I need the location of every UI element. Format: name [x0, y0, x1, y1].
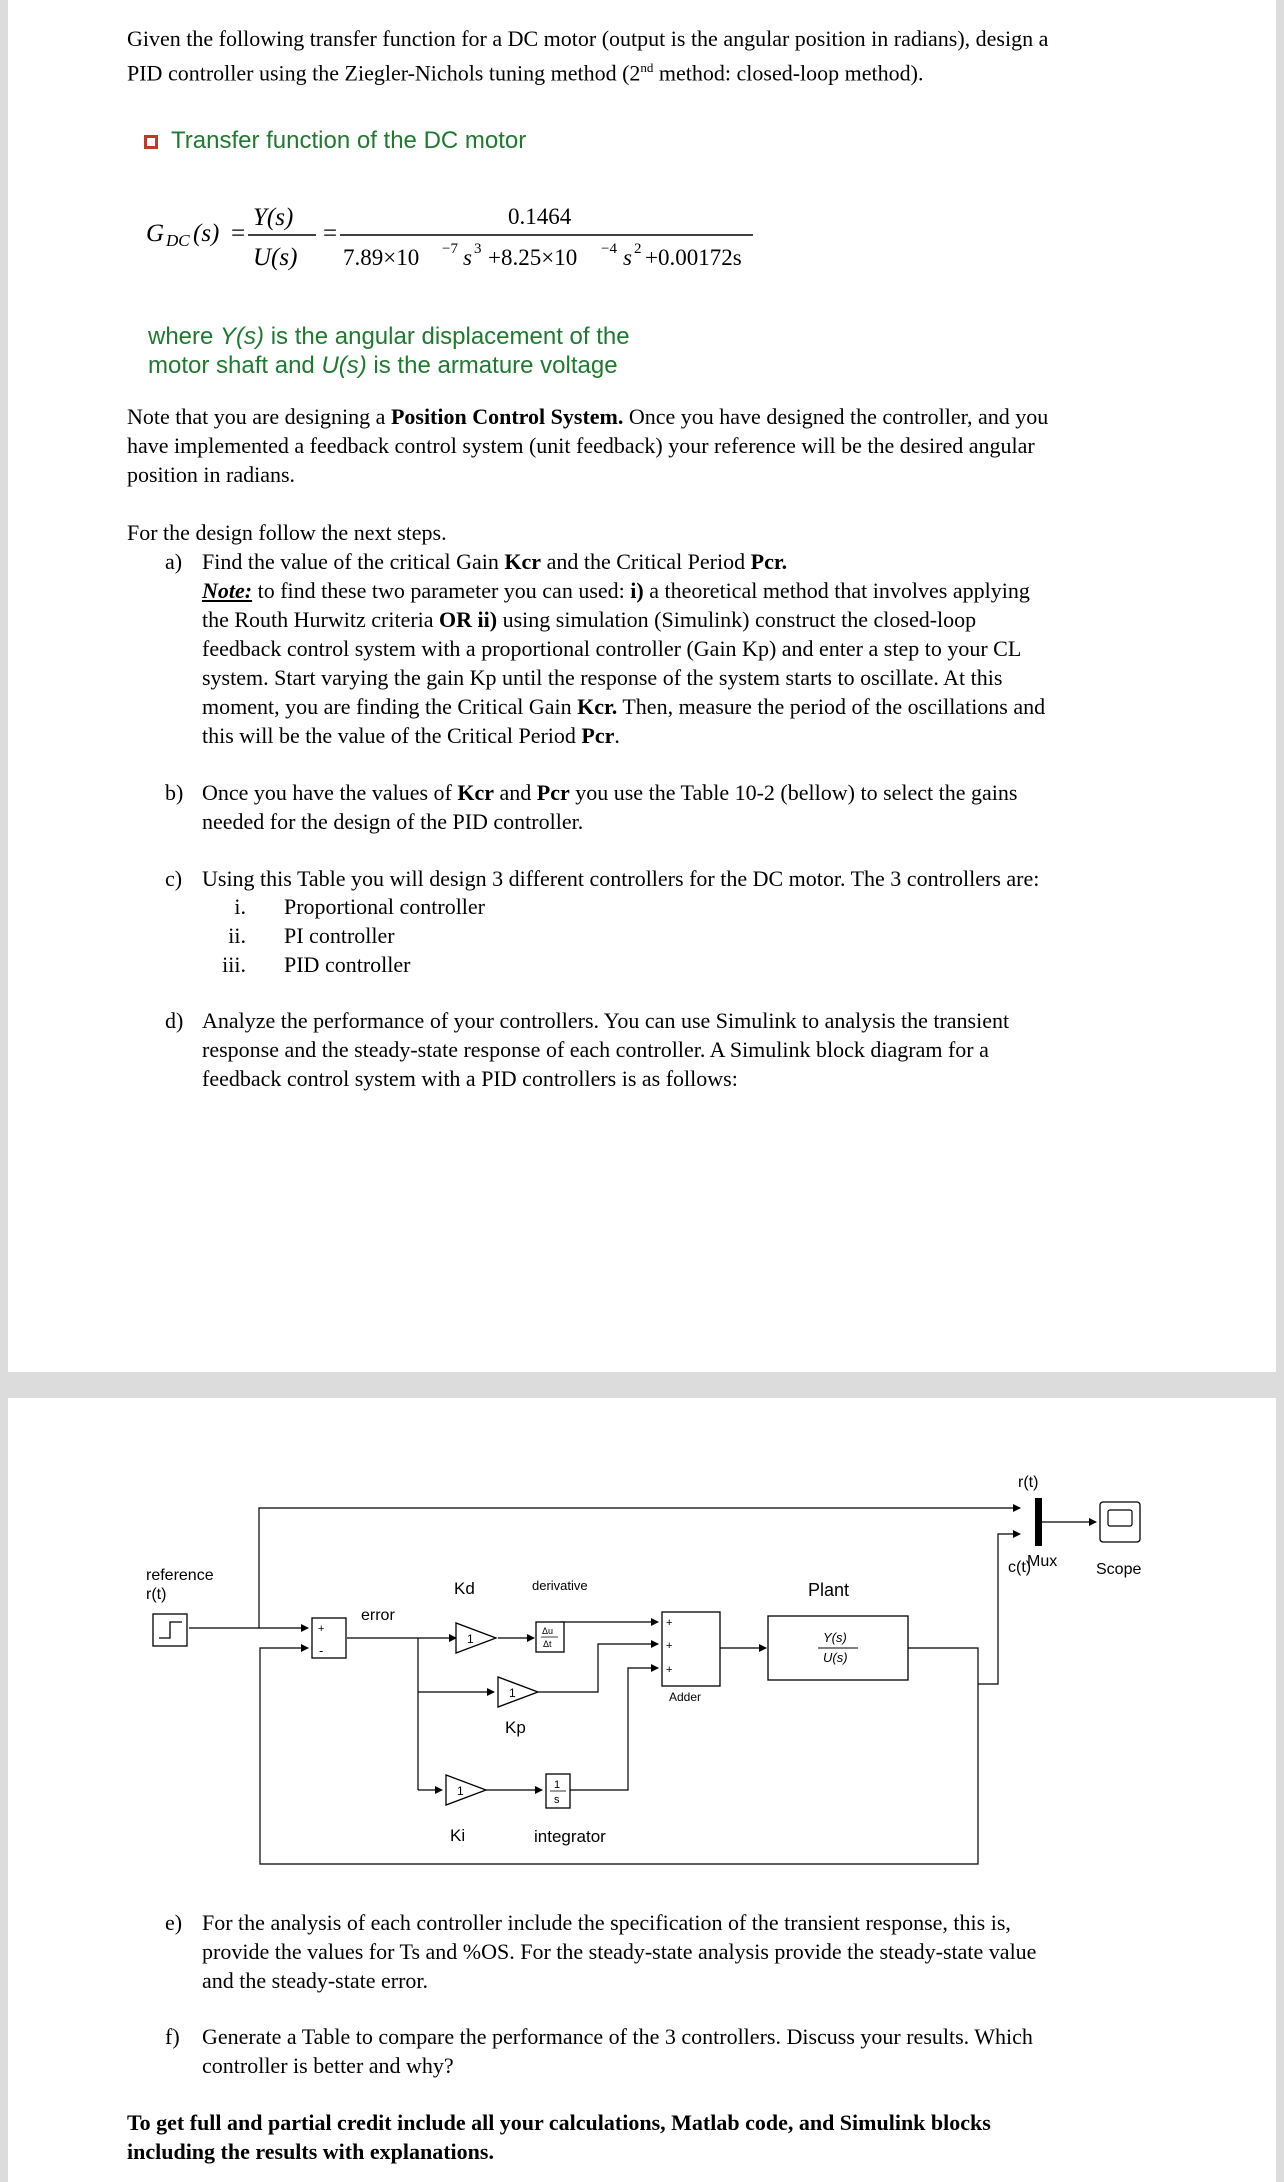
eq-equals-1: = — [231, 220, 246, 247]
steps-intro: For the design follow the next steps. — [127, 520, 447, 545]
intro-line-1: Given the following transfer function for a DC motor (output is the angular position in radians), design a — [127, 26, 1049, 51]
credit-line-1: To get full and partial credit include all your calculations, Matlab code, and Simulink blocks — [127, 2110, 991, 2135]
step-c-item-num: ii. — [228, 923, 246, 948]
ki-gain-block — [446, 1775, 486, 1805]
sum-minus: - — [319, 1643, 324, 1658]
step-a-line-6: moment, you are finding the Critical Gain Kcr. Then, measure the period of the oscillations and — [202, 694, 1046, 719]
adder-plus-3: + — [666, 1664, 673, 1676]
transfer-function-equation — [138, 196, 778, 296]
wire-plant-out — [906, 1648, 978, 1684]
ki-gain-value: 1 — [457, 1784, 464, 1798]
label-derivative: derivative — [532, 1578, 588, 1593]
note-line-2: have implemented a feedback control system (unit feedback) your reference will be the desired angular — [127, 433, 1035, 458]
plant-num: Y(s) — [823, 1630, 847, 1645]
eq-den-e: +0.00172s — [645, 245, 742, 270]
step-a-line-3: the Routh Hurwitz criteria OR ii) using simulation (Simulink) construct the closed-loop — [202, 607, 977, 632]
document-page-2 — [8, 1398, 1276, 2182]
step-e-line-1: For the analysis of each controller include the specification of the transient response, this is, — [202, 1910, 1011, 1935]
label-integrator: integrator — [534, 1827, 606, 1846]
step-c-item-text: Proportional controller — [284, 894, 486, 919]
step-f-line-1: Generate a Table to compare the performance of the 3 controllers. Discuss your results. Which — [202, 2024, 1033, 2049]
eq-g: G — [146, 220, 165, 247]
tf-heading: Transfer function of the DC motor — [171, 127, 527, 154]
label-ct: c(t) — [1008, 1559, 1032, 1576]
eq-numerator: 0.1464 — [508, 204, 572, 229]
kp-gain-value: 1 — [509, 1686, 516, 1700]
step-a-line-1: Find the value of the critical Gain Kcr and the Critical Period Pcr. — [202, 549, 788, 574]
step-a-line-7: this will be the value of the Critical Period Pcr. — [202, 723, 620, 748]
int-den: s — [554, 1794, 560, 1806]
step-a-line-4: feedback control system with a proportional controller (Gain Kp) and enter a step to your CL — [202, 636, 1022, 661]
step-d-line-1: Analyze the performance of your controllers. You can use Simulink to analysis the transient — [202, 1008, 1010, 1033]
step-d-line-2: response and the steady-state response of each controller. A Simulink block diagram for a — [202, 1037, 989, 1062]
eq-den-a: 7.89×10 — [343, 245, 420, 270]
step-a-label: a) — [165, 549, 183, 574]
eq-pow-b: 3 — [474, 241, 482, 257]
step-a-line-2: Note: to find these two parameter you can used: i) a theoretical method that involves applying — [202, 578, 1030, 603]
label-ki: Ki — [450, 1826, 466, 1845]
eq-exp-a: −7 — [442, 241, 458, 257]
bullet-square-icon — [144, 135, 158, 149]
label-kp: Kp — [505, 1718, 526, 1737]
step-b-line-2: needed for the design of the PID controller. — [202, 809, 584, 834]
eq-pow-d: 2 — [634, 241, 642, 257]
step-c-label: c) — [165, 866, 183, 891]
step-d-line-3: feedback control system with a PID controllers is as follows: — [202, 1066, 738, 1091]
step-b-line-1: Once you have the values of Kcr and Pcr you use the Table 10-2 (bellow) to select the gains — [202, 780, 1018, 805]
note-line-1: Note that you are designing a Position Control System. Once you have designed the controller, and you — [127, 404, 1049, 429]
step-c-item-num: iii. — [222, 952, 246, 977]
label-mux: Mux — [1027, 1553, 1058, 1570]
adder-plus-1: + — [666, 1617, 673, 1629]
credit-line-2: including the results with explanations. — [127, 2139, 494, 2164]
wire-ct-to-mux — [978, 1534, 1020, 1684]
eq-ys: Y(s) — [253, 204, 294, 231]
document-page-1 — [8, 0, 1276, 1372]
eq-s-arg: (s) — [193, 220, 220, 247]
step-c-item-text: PID controller — [284, 952, 411, 977]
label-rt-out: r(t) — [1018, 1474, 1039, 1491]
step-d-label: d) — [165, 1008, 184, 1033]
step-c-line-1: Using this Table you will design 3 different controllers for the DC motor. The 3 controllers are: — [202, 866, 1040, 891]
step-b-label: b) — [165, 780, 184, 805]
label-scope: Scope — [1096, 1561, 1142, 1578]
plant-den: U(s) — [823, 1650, 848, 1665]
where-line-1: where Y(s) is the angular displacement of the — [148, 323, 630, 350]
scope-screen-icon — [1108, 1510, 1132, 1526]
label-adder: Adder — [669, 1690, 702, 1704]
der-du: Δu — [542, 1626, 554, 1636]
sum-plus: + — [318, 1623, 325, 1635]
kd-gain-value: 1 — [467, 1632, 474, 1646]
eq-us: U(s) — [253, 244, 298, 271]
label-kd: Kd — [454, 1579, 475, 1598]
simulink-block-diagram — [8, 1398, 1276, 1918]
int-num: 1 — [554, 1779, 561, 1791]
label-error: error — [361, 1607, 395, 1624]
step-a-line-5: system. Start varying the gain Kp until the response of the system starts to oscillate. At this — [202, 665, 1003, 690]
step-e-line-3: and the steady-state error. — [202, 1968, 429, 1993]
mux-block — [1035, 1498, 1042, 1546]
label-reference: reference — [146, 1567, 214, 1584]
kp-gain-block — [498, 1677, 538, 1707]
step-e-label: e) — [165, 1910, 183, 1935]
der-dt: Δt — [543, 1639, 552, 1649]
eq-den-c: +8.25×10 — [488, 245, 578, 270]
step-f-line-2: controller is better and why? — [202, 2053, 454, 2078]
label-plant: Plant — [808, 1580, 850, 1600]
step-c-item-num: i. — [234, 894, 246, 919]
eq-equals-2: = — [323, 220, 338, 247]
kd-gain-block — [456, 1623, 496, 1653]
eq-dc: DC — [166, 231, 190, 250]
eq-exp-c: −4 — [601, 241, 617, 257]
intro-line-2: PID controller using the Ziegler-Nichols tuning method (2nd method: closed-loop method). — [127, 60, 924, 86]
step-c-item-text: PI controller — [284, 923, 395, 948]
step-e-line-2: provide the values for Ts and %OS. For the steady-state analysis provide the steady-state value — [202, 1939, 1037, 1964]
where-line-2: motor shaft and U(s) is the armature voltage — [148, 352, 618, 379]
label-ref-rt: r(t) — [146, 1586, 167, 1603]
adder-plus-2: + — [666, 1640, 673, 1652]
eq-den-d: s — [623, 245, 632, 270]
eq-den-b: s — [463, 245, 472, 270]
step-f-label: f) — [165, 2024, 180, 2049]
note-line-3: position in radians. — [127, 462, 296, 487]
wire-int-to-adder — [562, 1668, 658, 1790]
